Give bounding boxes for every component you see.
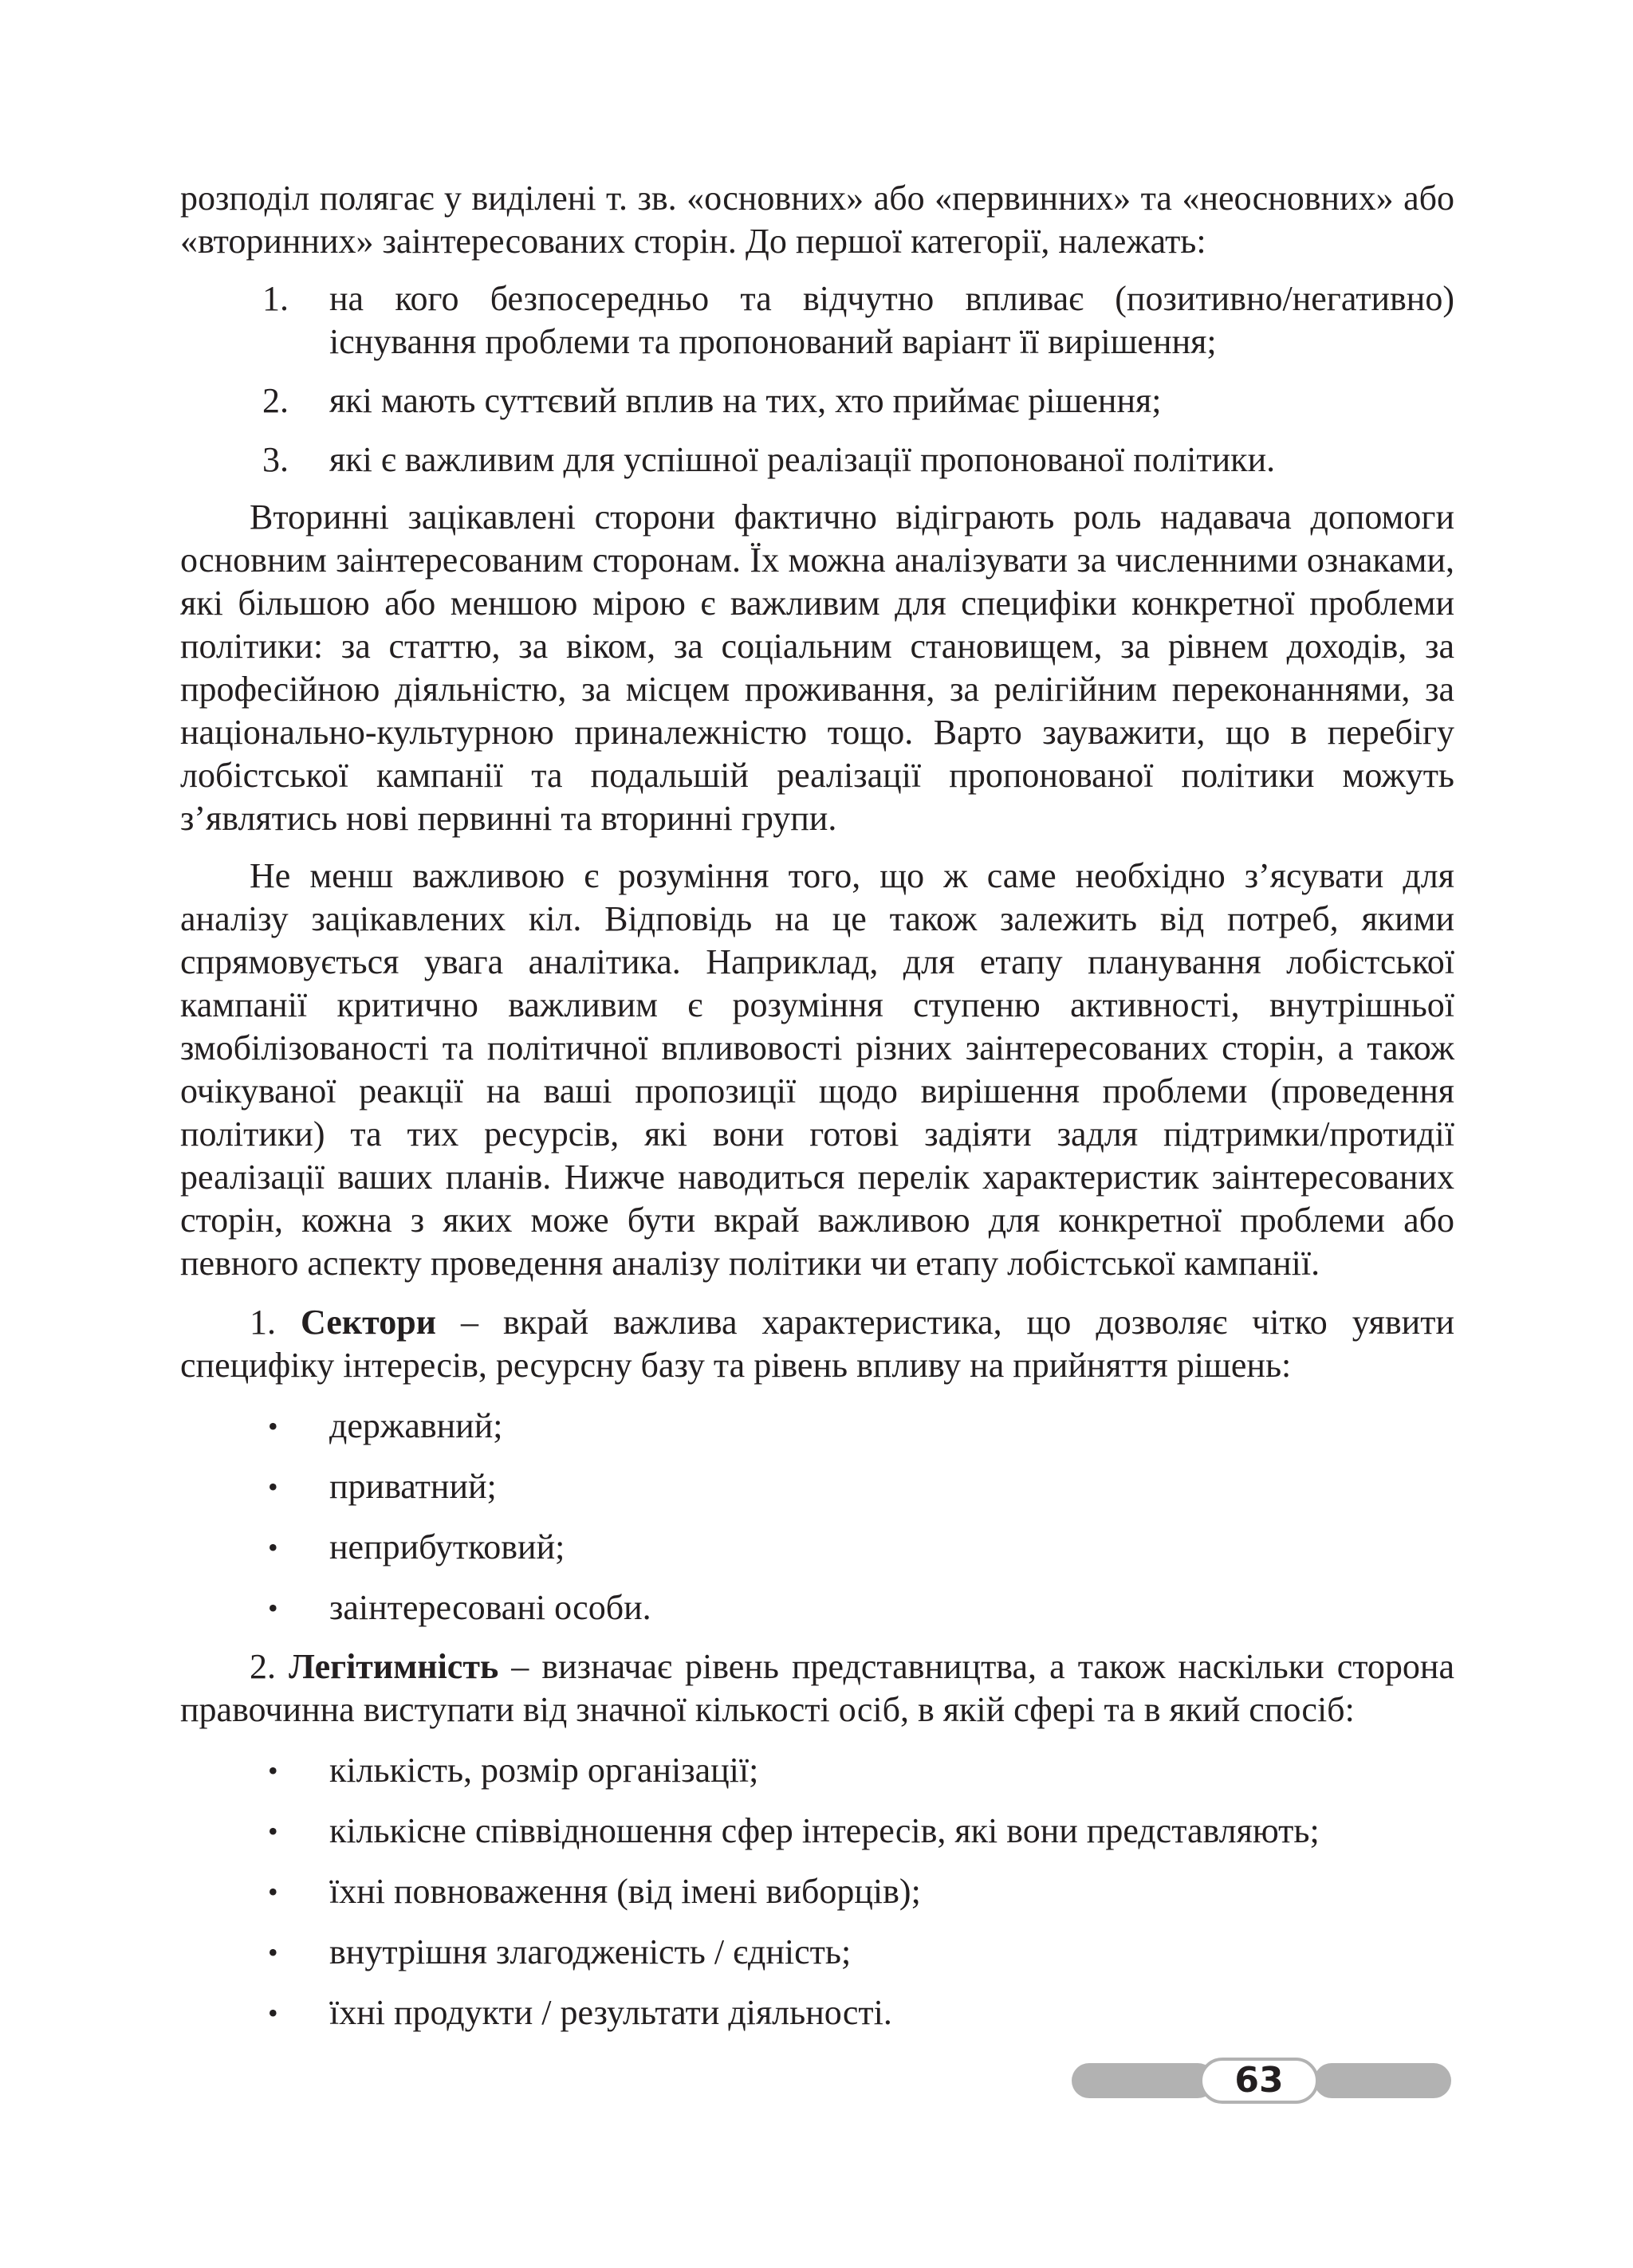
bullet-icon: • bbox=[268, 1997, 278, 2029]
list-item-text: які є важливим для успішної реалізації пропонованої політики. bbox=[329, 440, 1276, 479]
list-item bbox=[180, 1991, 1454, 2034]
bullet-icon: • bbox=[268, 1936, 278, 1968]
bullet-icon: • bbox=[268, 1531, 278, 1563]
list-item-text: на кого безпосередньо та відчутно впливає (позитивно/негативно) існування проблеми та пропонований варіант її вирішення; bbox=[329, 279, 1454, 361]
list-item-number: 3. bbox=[262, 440, 289, 479]
bullet-icon: • bbox=[268, 1410, 278, 1442]
section-description: – визначає рівень представництва, а також наскільки сторона правочинна виступати від значної кількості осіб, в якій сфері та в який спосіб: bbox=[180, 1647, 1455, 1729]
list-item bbox=[180, 1931, 1454, 1974]
primary-stakeholders-list bbox=[180, 277, 1454, 482]
page-number-tab bbox=[1072, 2058, 1451, 2104]
page-content bbox=[180, 177, 1454, 2034]
list-item-number: 1. bbox=[262, 279, 289, 318]
list-item-text: які мають суттєвий вплив на тих, хто приймає рішення; bbox=[329, 381, 1162, 420]
list-item bbox=[180, 1526, 1454, 1569]
list-item bbox=[180, 1749, 1454, 1792]
section-legitimacy-heading bbox=[180, 1645, 1454, 1731]
list-item-number: 2. bbox=[262, 381, 289, 420]
bullet-icon: • bbox=[268, 1755, 278, 1786]
secondary-stakeholders-paragraph: Вторинні зацікавлені сторони фактично відіграють роль надавача допомоги основним заінтересованим сторонам. Їх можна аналізувати за численними ознаками, які більшою або меншою мірою є важливим для специфіки конкретної проблеми політики: за статтю, за віком, за соціальним становищем, за рівнем доходів, за професійною діяльністю, за місцем проживання, за релігійним переконаннями, за національно-культурною приналежністю тощо. Варто зауважити, що в перебігу лобістської кампанії та подальшій реалізації пропонованої політики можуть з’являтись нові первинні та вторинні групи. bbox=[180, 497, 1454, 838]
list-item bbox=[180, 438, 1454, 482]
legitimacy-list bbox=[180, 1749, 1454, 2034]
sectors-list bbox=[180, 1405, 1454, 1629]
intro-paragraph: розподіл полягає у виділені т. зв. «основних» або «первинних» та «неосновних» або «вторинних» заінтересованих сторін. До першої категорії, належать: bbox=[180, 179, 1454, 261]
page-bar-right bbox=[1314, 2063, 1451, 2098]
list-item-text: кількість, розмір організації; bbox=[329, 1751, 759, 1790]
list-item bbox=[180, 1405, 1454, 1448]
list-item-text: їхні продукти / результати діяльності. bbox=[329, 1993, 892, 2032]
section-description: – вкрай важлива характеристика, що дозволяє чітко уявити специфіку інтересів, ресурсну базу та рівень впливу на прийняття рішень: bbox=[180, 1303, 1455, 1385]
list-item bbox=[180, 1810, 1454, 1853]
list-item-text: кількісне співвідношення сфер інтересів, які вони представляють; bbox=[329, 1811, 1320, 1850]
section-number: 2. bbox=[250, 1647, 276, 1686]
list-item-text: заінтересовані особи. bbox=[329, 1588, 651, 1627]
list-item-text: внутрішня злагодженість / єдність; bbox=[329, 1932, 852, 1971]
bullet-icon: • bbox=[268, 1592, 278, 1624]
page-number: 63 bbox=[1234, 2060, 1284, 2101]
section-term: Легітимність bbox=[289, 1647, 499, 1686]
list-item bbox=[180, 1586, 1454, 1629]
bullet-icon: • bbox=[268, 1815, 278, 1847]
list-item bbox=[180, 1465, 1454, 1508]
list-item bbox=[180, 277, 1454, 364]
bullet-icon: • bbox=[268, 1876, 278, 1908]
list-item-text: їхні повноваження (від імені виборців); bbox=[329, 1872, 921, 1911]
list-item bbox=[180, 1870, 1454, 1913]
section-sectors-heading bbox=[180, 1301, 1454, 1387]
understanding-paragraph: Не менш важливою є розуміння того, що ж саме необхідно з’ясувати для аналізу зацікавлених кіл. Відповідь на це також залежить від потреб, якими спрямовується увага аналітика. Наприклад, для етапу планування лобістської кампанії критично важливим є розуміння ступеню активності, внутрішньої змобілізованості та політичної впливовості різних заінтересованих сторін, а також очікуваної реакції на ваші пропозиції щодо вирішення проблеми (проведення політики) та тих ресурсів, які вони готові задіяти задля підтримки/протидії реалізації ваших планів. Нижче наводиться перелік характеристик заінтересованих сторін, кожна з яких може бути вкрай важливою для конкретної проблеми або певного аспекту проведення аналізу політики чи етапу лобістської кампанії. bbox=[180, 856, 1454, 1283]
list-item bbox=[180, 379, 1454, 423]
list-item-text: неприбутковий; bbox=[329, 1527, 565, 1566]
list-item-text: державний; bbox=[329, 1406, 503, 1445]
list-item-text: приватний; bbox=[329, 1467, 497, 1506]
section-number: 1. bbox=[250, 1303, 276, 1342]
section-term: Сектори bbox=[300, 1303, 437, 1342]
bullet-icon: • bbox=[268, 1471, 278, 1503]
